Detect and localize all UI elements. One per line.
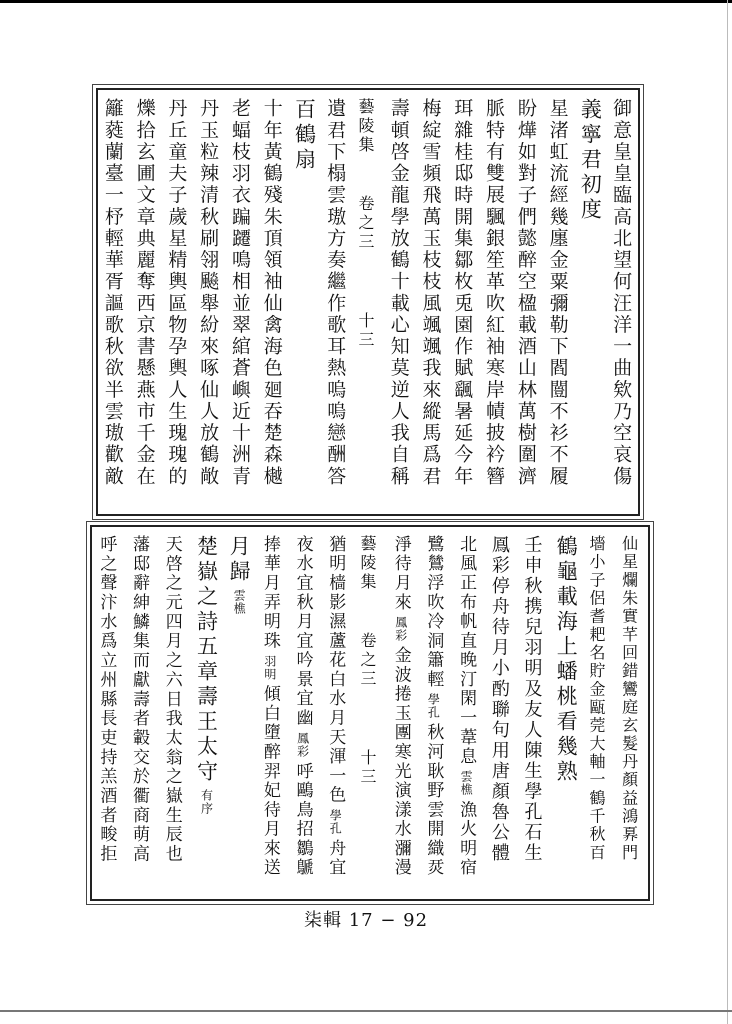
column-main-text: 楚嶽之詩五章壽王太守	[194, 535, 219, 785]
column-main-text: 夜水宜秋月宜吟景宜幽	[292, 535, 313, 728]
column-main-text: 御意皇皇臨高北望何汪洋一曲欸乃空哀傷	[610, 98, 633, 488]
column-main-text: 老蝠枝羽衣蹁躚鳴相並翠綰蒼嶼近十洲青	[228, 98, 251, 488]
column-tail-text: 樯影濕蘆花白水月天渾一色	[325, 573, 346, 805]
scan-edge-top	[0, 0, 732, 3]
upper-text-column	[483, 98, 506, 488]
lower-text-column	[523, 535, 541, 864]
column-main-text: 盼燁如對子們懿醉空楹載酒山林萬樹圍濟	[514, 98, 537, 488]
interlinear-note: 鳳彩	[393, 616, 408, 643]
column-main-text: 鶴龜載海上蟠桃看幾熟	[554, 535, 579, 785]
column-main-text: 墻小子侶耆耙名貯金甌莞大軸一鶴千秋百	[586, 535, 606, 862]
scan-edge-right	[727, 0, 728, 1024]
upper-text-column	[610, 98, 633, 488]
lower-text-column	[261, 535, 278, 878]
upper-text-column	[262, 98, 281, 487]
upper-text-column	[103, 98, 122, 487]
column-tail-text: 呼鷗鳥招鶵鷈	[292, 761, 313, 878]
lower-text-column	[227, 535, 252, 619]
lower-text-column	[325, 535, 346, 878]
column-main-text: 捧華月弄明珠	[259, 535, 280, 651]
column-main-text: 猶明	[325, 535, 346, 574]
upper-text-column	[389, 98, 408, 487]
column-main-text: 呼之聲汴水爲立州縣長吏持羔酒者畯拒	[96, 535, 117, 864]
lower-text-column	[129, 535, 150, 864]
interlinear-note: 學孔	[426, 693, 441, 720]
column-main-text: 脈特有雙展颿銀笙革吹紅袖寒岸幘披衿簪	[483, 98, 506, 488]
scan-edge-bottom	[0, 1010, 732, 1012]
lower-page	[90, 525, 650, 901]
column-main-text: 藩邸辭紳鱗集而獻壽者轂交於衢商萌高	[129, 535, 150, 864]
column-main-text: 鳳彩停舟待月小酌聯句用唐顏魯公體	[488, 535, 510, 864]
upper-text-column	[357, 98, 373, 350]
lower-text-column	[194, 535, 219, 819]
upper-text-column	[230, 98, 249, 487]
folio-number: 十三	[358, 749, 377, 787]
interlinear-note: 羽明	[262, 654, 277, 681]
column-main-text: 藝陵集	[358, 535, 377, 592]
upper-text-column	[451, 98, 474, 488]
column-main-text: 仙星爛朱實芊回錯鸞庭玄髮丹顏益鴻奡門	[619, 535, 639, 862]
lower-text-column	[621, 535, 637, 862]
column-main-text: 丹丘童夫子歲星精輿區物孕輿人生瑰瑰的	[165, 98, 188, 488]
column-main-text: 北風正布帆直晚汀閑一葦息	[456, 535, 477, 767]
lower-text-column	[96, 535, 117, 864]
column-tail-text: 傾白墮醉羿妃待月來送	[259, 684, 280, 878]
column-main-text: 義寧君初度	[578, 98, 603, 223]
column-tail-text: 秋河耿野雲開織烎	[423, 723, 444, 878]
lower-text-column	[163, 535, 180, 864]
lower-text-column	[554, 535, 579, 785]
upper-text-column	[292, 98, 317, 173]
column-main-text: 百鶴扇	[292, 98, 317, 173]
column-main-text: 藝陵集	[356, 98, 375, 155]
column-main-text: 壽頓啓金龍學放鶴十載心知莫逆人我自稱	[387, 98, 410, 488]
upper-text-column	[548, 98, 567, 487]
lower-text-column	[359, 535, 375, 787]
interlinear-note: 雲樵	[459, 770, 474, 797]
interlinear-note: 鳳彩	[295, 731, 310, 758]
column-tail-text: 舟宜	[325, 838, 346, 878]
column-main-text: 丹玉粒辣清秋刷翎飈舉紛來啄仙人放鶴敞	[197, 98, 220, 488]
column-main-text: 爍拾玄圃文章典麗奪西京書懸燕市千金在	[133, 98, 156, 488]
lower-text-column	[392, 535, 409, 878]
column-main-text: 星渚虹流經幾廛金粟彌勒下閻闓不衫不履	[546, 98, 569, 488]
lower-text-column	[423, 535, 444, 878]
upper-text-column	[197, 98, 220, 488]
upper-text-column	[324, 98, 347, 488]
column-main-text: 十年黃鶴殘朱頂領袖仙禽海色廻吞楚森樾	[260, 98, 283, 488]
column-main-text: 籬蕤蘭臺一杼輕華胥謳歌秋欲半雲璈歡敵	[101, 98, 124, 488]
upper-text-column	[421, 98, 440, 487]
column-main-text: 月歸	[227, 535, 252, 585]
upper-text-column	[165, 98, 188, 488]
interlinear-note: 學孔	[328, 808, 343, 835]
upper-text-column	[135, 98, 154, 487]
upper-text-column	[516, 98, 535, 487]
column-main-text: 遺君下榻雲璈方奏繼作歌耳熱嗚嗚戀酬答	[324, 98, 347, 488]
upper-page	[96, 88, 640, 516]
chapter-label: 卷之三	[358, 632, 377, 689]
lower-text-column	[294, 535, 311, 878]
lower-text-column	[456, 535, 477, 878]
lower-text-column	[490, 535, 508, 864]
column-main-text: 天啓之元四月之六日我太翁之嶽生辰也	[161, 535, 182, 864]
column-tail-text: 漁火明宿	[456, 800, 477, 878]
interlinear-note: 雲樵	[232, 589, 247, 615]
page-footer: 柒輯 17 − 92	[303, 910, 429, 931]
lower-text-column	[588, 535, 604, 862]
column-main-text: 鷺鷥浮吹冷洞簫輕	[423, 535, 444, 690]
interlinear-note: 有序	[199, 789, 214, 815]
column-main-text: 淨待月來	[390, 535, 411, 613]
column-tail-text: 金波捲玉團寒光演漾水瀰漫	[390, 646, 411, 878]
chapter-label: 卷之三	[356, 195, 375, 252]
column-main-text: 珥雜桂邸時開集鄒枚兎園作賦颻暑延今年	[451, 98, 474, 488]
column-main-text: 壬申秋携兒羽明及友人陳生學孔石生	[521, 535, 543, 864]
upper-text-column	[578, 98, 603, 223]
column-main-text: 梅綻雪頻飛萬玉枝枝風颯颯我來縱馬爲君	[419, 98, 442, 488]
folio-number: 十三	[356, 312, 375, 350]
